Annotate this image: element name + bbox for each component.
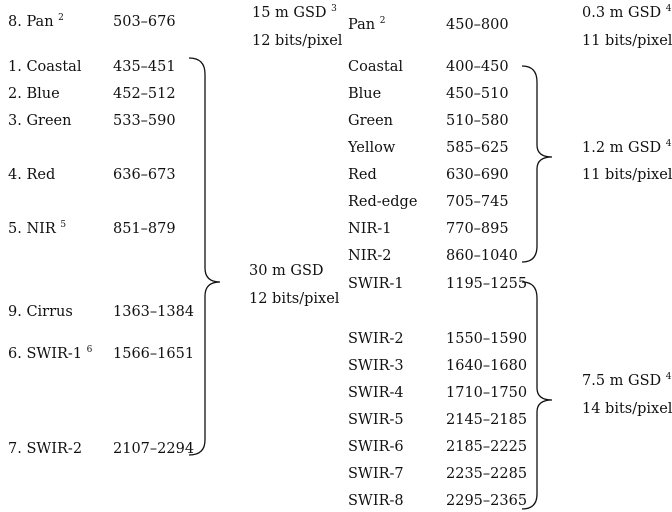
left-bands-brace (189, 58, 220, 455)
right-vnir-label: NIR-1 (348, 221, 392, 237)
left-band-label: 4. Red (8, 167, 56, 183)
right-swir-range: 1550–1590 (446, 331, 528, 347)
right-pan-bits: 11 bits/pixel (582, 33, 672, 49)
right-swir-label: SWIR-7 (348, 466, 404, 482)
right-pan-gsd: 0.3 m GSD $^4$ (582, 4, 672, 21)
left-band-label: 3. Green (8, 113, 72, 129)
right-vnir-label: Red-edge (348, 194, 418, 210)
right-vnir-range: 705–745 (446, 194, 509, 210)
right-swir-label: SWIR-8 (348, 493, 404, 509)
left-band-range: 533–590 (113, 113, 176, 129)
right-vnir-label: Coastal (348, 59, 404, 75)
right-vnir-label: Red (348, 167, 377, 183)
right-vnir-range: 450–510 (446, 86, 509, 102)
right-swir-range: 1710–1750 (446, 385, 528, 401)
left-pan-label: 8. Pan $^2$ (8, 13, 64, 30)
left-band-range: 1363–1384 (113, 304, 195, 320)
right-vnir-bits: 11 bits/pixel (582, 167, 672, 183)
right-swir-label: SWIR-4 (348, 385, 404, 401)
left-band-label: 9. Cirrus (8, 304, 73, 320)
right-swir-range: 1640–1680 (446, 358, 528, 374)
left-band-label: 6. SWIR-1 $^6$ (8, 345, 93, 362)
right-swir-bits: 14 bits/pixel (582, 401, 672, 417)
left-pan-range: 503–676 (113, 14, 176, 30)
right-swir-label: SWIR-1 (348, 276, 404, 292)
right-swir-range: 2235–2285 (446, 466, 528, 482)
left-band-range: 1566–1651 (113, 346, 195, 362)
right-swir-range: 1195–1255 (446, 276, 528, 292)
right-swir-range: 2145–2185 (446, 412, 528, 428)
left-pan-gsd: 15 m GSD $^3$ (252, 4, 337, 21)
left-band-label: 1. Coastal (8, 59, 82, 75)
left-band-range: 452–512 (113, 86, 176, 102)
right-swir-label: SWIR-5 (348, 412, 404, 428)
right-vnir-range: 510–580 (446, 113, 509, 129)
left-band-label: 5. NIR $^5$ (8, 220, 67, 237)
left-band-range: 851–879 (113, 221, 176, 237)
right-swir-range: 2185–2225 (446, 439, 528, 455)
right-pan-range: 450–800 (446, 17, 509, 33)
right-swir-brace (522, 282, 552, 509)
right-vnir-brace (522, 66, 552, 262)
left-band-label: 2. Blue (8, 86, 60, 102)
left-band-range: 435–451 (113, 59, 176, 75)
right-vnir-label: NIR-2 (348, 248, 392, 264)
left-band-label: 7. SWIR-2 (8, 441, 83, 457)
left-bands-bits: 12 bits/pixel (249, 291, 340, 307)
right-vnir-label: Green (348, 113, 394, 129)
left-band-range: 636–673 (113, 167, 176, 183)
right-vnir-range: 400–450 (446, 59, 509, 75)
right-vnir-label: Yellow (348, 140, 396, 156)
right-swir-range: 2295–2365 (446, 493, 528, 509)
right-vnir-label: Blue (348, 86, 382, 102)
right-vnir-range: 770–895 (446, 221, 509, 237)
left-bands-gsd: 30 m GSD (249, 263, 324, 279)
right-vnir-range: 860–1040 (446, 248, 518, 264)
right-swir-label: SWIR-6 (348, 439, 404, 455)
left-pan-bits: 12 bits/pixel (252, 33, 343, 49)
right-pan-label: Pan $^2$ (348, 16, 386, 33)
right-swir-label: SWIR-3 (348, 358, 404, 374)
right-vnir-gsd: 1.2 m GSD $^4$ (582, 139, 672, 156)
right-swir-gsd: 7.5 m GSD $^4$ (582, 372, 672, 389)
right-swir-label: SWIR-2 (348, 331, 404, 347)
left-band-range: 2107–2294 (113, 441, 195, 457)
right-vnir-range: 630–690 (446, 167, 509, 183)
right-vnir-range: 585–625 (446, 140, 509, 156)
